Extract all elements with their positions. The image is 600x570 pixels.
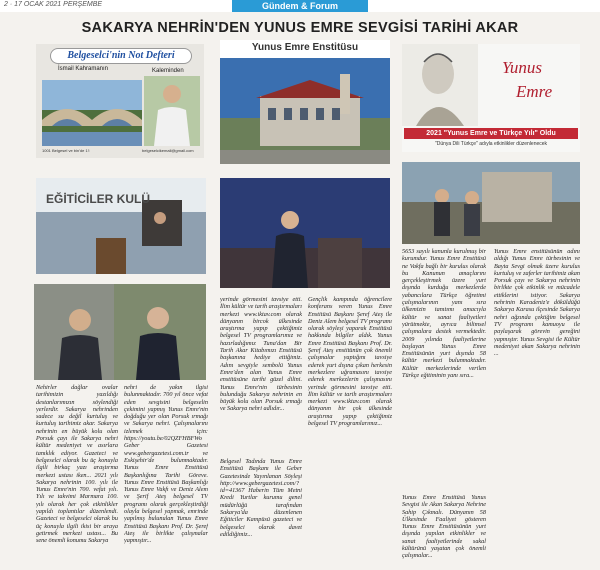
text-column-4 [308,296,392,564]
section-tab: Gündem & Forum [232,0,368,12]
col5b-paragraph: Yunus Emre Enstitüsü Yunus Sevgisi ile Akan Sakarya Nehrine Sahip Çıkmalı. Dünyanın 58 Ülkesinde Faaliyet gösteren Yunus Emre Enstitüsünün yurt dışında yapılan etkinlikler ve sanat faaliyetlerinde sakal kültürünü yaşatan çok önemli çalışmalar... [402,494,486,560]
text-column-5b [402,494,486,564]
photo-two-men [34,284,206,380]
bridge-scene [42,80,142,146]
photo-byline: İsmail Kahramanın [58,66,109,72]
photo-title: Belgeselci'nin Not Defteri [50,48,192,64]
text-column-2 [124,384,208,564]
group-photo [402,162,580,244]
portrait-sketch [402,44,478,126]
text-column-3 [220,296,302,454]
photo-footer-right: belgeselcikemall@gmail.com [142,148,194,153]
poster-title-2: Emre [516,82,553,101]
photo-caption: Yunus Emre Enstitüsu [251,42,359,53]
speaker-photo [220,178,390,288]
portraits-photo [34,284,206,380]
col3-paragraph: yerinde görmesini tavsiye etti. İlim kültür ve tarih araştırmaları merkezi www.iktav.com olarak dünyanın bircok ülkesinde araştırma yapıp çektiğimiz belgesel TV programlarımız ve hazırladığımız Tuna'dan Bir Tarih Akar Kitabımızı Enstitüsü başkanına hediye ettiğimiz. Adını sevgiyle sembolü Yunus Emre'den alan Yunus Emre enstitüsüne tarihi güzel dilini. Yunus Emre'nin türbesinin bulunduğu Sakarya nehrinin en büyük kolu olan Porsuk ırmağı ve Sakarya nehri adlıdır... [220,296,302,413]
building-photo [220,58,390,164]
col3b-paragraph: Belgesel Tadında Yunus Emre Enstitüsü Başkanı ile Geber Gazetesinde Yayınlanan Söyleşi http://www.gebergazetesi.com/?id=41367 Haberin Tüm Metni Kredi Yurtlar kurumu genel müdürlüğü tarafından Sakarya'da düzenlenen Eğiticiler Kampüsü gazeteci ve belgeselci olarak davet edildiğimiz... [220,458,302,538]
photo-belgeselci [36,44,204,158]
presenter-photo [144,76,200,146]
poster-title-1: Yunus [502,58,543,77]
col2-paragraph: nehri de yakın ilgisi bulunmaktadır. 700 yıl önce vefat eden sevgisini belgeselin çekimini yapmış Yunus Emre'nin doğduğu yer olan Porsuk ırmağı ve Sakarya nehri. Çalışmalarını izlemek için: https://youtu.be/02QZFHBFWo Geber Gazetesi www.gebergazetesi.com.tr ve Eskişehir'de bulunmaktadır. Yunus Emre Enstitüsü Başkanlığına Tarihi Göreve. Yunus Emre Enstitüsü Başkanlığı Yunus Emre Vakfı ve Deniz Alem ve Şerif Ateş belgesel TV programı olarak gerçekleştirdiği olayla belgesel yapmak, emrinde yapılmış bulunulan Yunus Emre Enstitüsü Başkanı Prof. Dr. Şeref Ateş ile birlikte çalışmalar yapmıştır... [124,384,208,545]
photo-enstitu [220,40,390,164]
col4-paragraph: Gençlik kampında öğrencilere konferans veren Yunus Emre Enstitüsü Başkanı Şeref Ateş ile Deniz Alem belgesel TV programı olarak söyleşi yaparak Enstitüsü hakkında bilgiler aldık. Yunus Emre Enstitüsü Başkanı Prof. Dr. Şeref Ateş enstitünün çok önemli çalışmalar yaptığını tavsiye ederek yurt dışına çıkan herkesin merkezlere uğramasını tavsiye ederek merkezlerin çalışmasını yerinde görmesini tavsiye etti. İlim kültür ve tarih araştırmaları merkezi www.iktav.com olarak dünyanın bir çok ülkesinde araştırma yapıp çektiğimiz belgesel TV programlarımız... [308,296,392,428]
photo-egiticiler [36,178,206,274]
photo-speaker [220,178,390,288]
page-info: 2 · 17 OCAK 2021 PERŞEMBE [4,1,103,8]
poster-sub: "Dünya Dili Türkçe" adıyla etkinlikler düzenlenecek [434,141,548,147]
photo-yunus-emre-poster [402,44,580,152]
photo-byline2: Kaleminden [152,68,184,74]
col5-paragraph: 5653 sayılı kanunla kurulmuş bir kurumdur. Yunus Emre Enstitüsü ne Vakfa bağlı bir kurulus olarak bu Kanunun amaçlarını gerçekleştirmek üzere yurt dışında kurduğu merkezlerde yabancılara Türkçe öğretimi çalışmalarının yanı sıra ülkemizin tanıtımı amacıyla kültür ve sanat faaliyetleri yürütmekte, ayrıca bilimsel çalışmalara destek vermektedir. 2009 yılında faaliyetlerine başlayan Yunus Emre Enstitüsünün yurt dışında 58 kültür merkezi bulunmaktadır. Kültür merkezlerinde verilen Türkçe eğitiminin yanı sıra... [402,248,486,380]
text-column-5 [402,248,486,488]
photo-group [402,162,580,244]
text-column-6 [494,248,580,564]
text-column-1 [36,384,118,564]
col6-paragraph: Yunus Emre enstitüsünün adını aldığı Yunus Emre türbesinin ve Bayta Sevgi olmak üzere kurulus kurtuluş ve zaferler tarihimiz akan Porsuk çayı ve Sakarya nehrinin birlikte çok etkinlik ve mücadele ettiklerini istiyor. Sakarya nehrinin Karadeniz'e döküldüğü Sakarya Karasu ilçesinde Sakarya nehri ağzında çektiğim belgesel TV programı kamuoyu ile paylaşarak görevin gereğini yapmıştır. Yunus Sevgisi ile Kültür medeniyet akan Sakarya nehrinin ... [494,248,580,358]
poster-banner: 2021 "Yunus Emre ve Türkçe Yılı" Oldu [404,128,578,139]
text-column-3b [220,458,302,564]
col1-paragraph: Nehirler dağlar ovalar tarihimizin yazıldığı destanlarımızın söylendiği yerlerdir. Sakarya nehrinden sadece su değil kurtuluş ve kurtuluş tarihimiz akar. Sakarya nehrinin en büyük kolu olan Porsuk çayı ile Sakarya nehri kültür medeniyet ve asırlara tanıklık ediyor. Gazeteci ve belgeselci olarak bu üç konuyla ilgili birkaç yazı araştırma merkezi ustası iken... 2021 yılı Sakarya nehrinin 100. yılı ile Yunus Emre'nin 700. vefat yılı. Yılı ve takvimi Marmara 100. yılı olarak her çok etkinlikler yapıldı toplantılar düzenlendi. Gazeteci ve belgeselci olarak bu üç konuyla ilgili ikisi bir araya getirmek merkezi ustası... Bu sene önemli konumu Sakarya [36,384,118,545]
conference-sign: EĞİTİCİLER KULÜ [46,192,150,206]
headline: SAKARYA NEHRİN'DEN YUNUS EMRE SEVGİSİ TARİHİ AKAR [81,20,519,36]
photo-footer-left: 1001 Belgesel ve bin'de 1'i [42,148,90,153]
